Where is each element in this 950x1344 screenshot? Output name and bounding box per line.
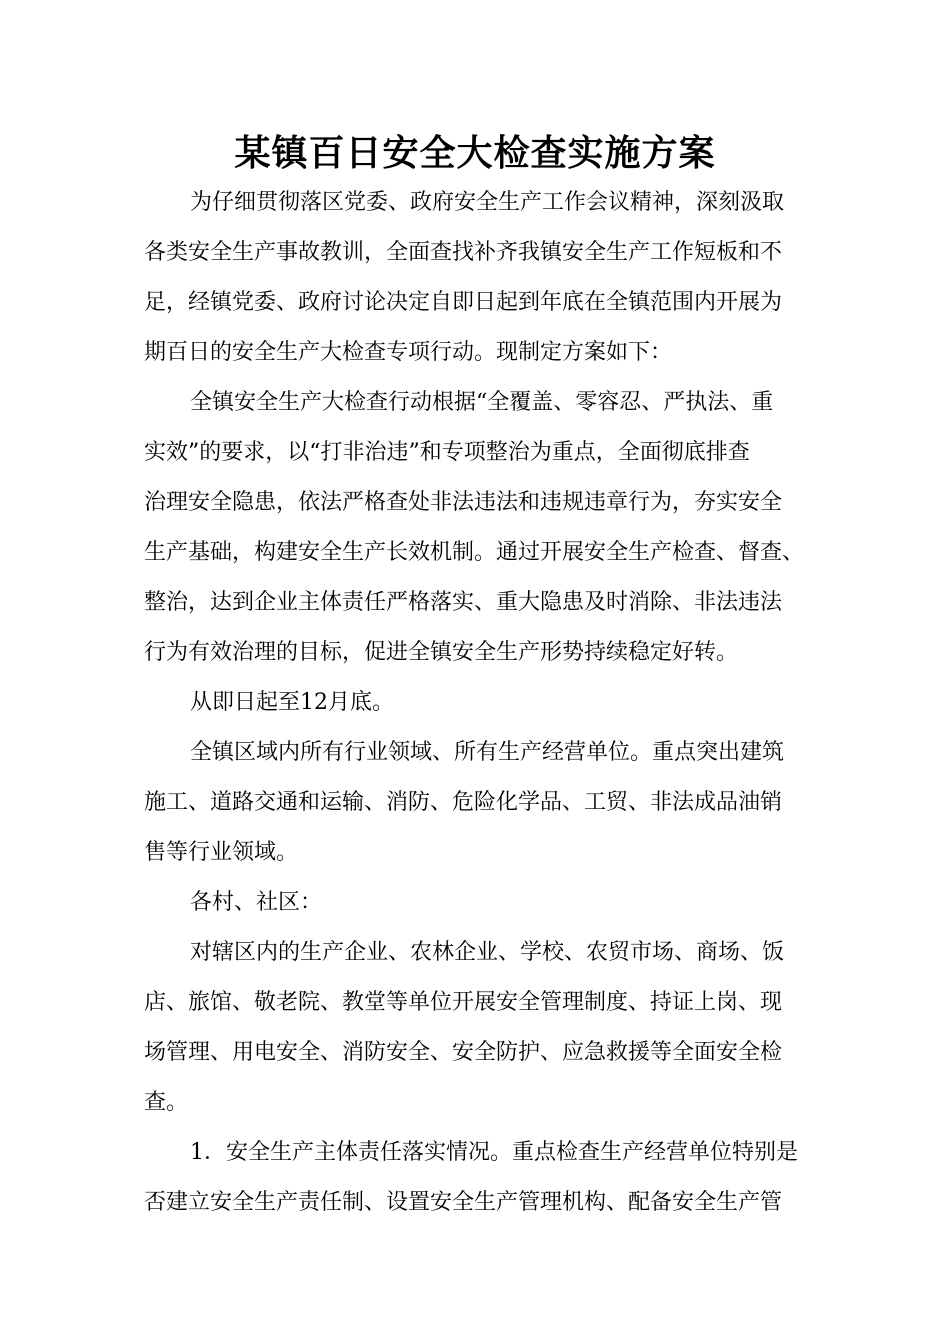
text-line: 对辖区内的生产企业、农林企业、学校、农贸市场、商场、饭 — [190, 940, 785, 965]
text-line: 否建立安全生产责任制、设置安全生产管理机构、配备安全生产管 — [144, 1190, 783, 1215]
text-line: 1．安全生产主体责任落实情况。重点检查生产经营单位特别是 — [190, 1140, 798, 1165]
text-line: 生产基础，构建安全生产长效机制。通过开展安全生产检查、督查、 — [144, 540, 805, 565]
text-line: 行为有效治理的目标，促进全镇安全生产形势持续稳定好转。 — [144, 640, 739, 665]
text-line: 足，经镇党委、政府讨论决定自即日起到年底在全镇范围内开展为 — [144, 290, 783, 315]
text-line: 全镇安全生产大检查行动根据“全覆盖、零容忍、严执法、重 — [190, 390, 774, 415]
text-line: 查。 — [144, 1090, 189, 1115]
document-title: 某镇百日安全大检查实施方案 — [234, 133, 716, 174]
text-line: 为仔细贯彻落区党委、政府安全生产工作会议精神，深刻汲取 — [190, 190, 785, 215]
text-line: 全镇区域内所有行业领域、所有生产经营单位。重点突出建筑 — [190, 740, 785, 765]
text-line: 治理安全隐患，依法严格查处非法违法和违规违章行为，夯实安全 — [144, 490, 783, 515]
text-line: 从即日起至12月底。 — [190, 690, 394, 715]
text-line: 各类安全生产事故教训，全面查找补齐我镇安全生产工作短板和不 — [144, 240, 783, 265]
document-body — [144, 178, 808, 1228]
text-line: 售等行业领域。 — [144, 840, 299, 865]
text-line: 整治，达到企业主体责任严格落实、重大隐患及时消除、非法违法 — [144, 590, 783, 615]
text-line: 店、旅馆、敬老院、教堂等单位开展安全管理制度、持证上岗、现 — [144, 990, 783, 1015]
text-line: 各村、社区： — [190, 890, 323, 915]
text-line: 实效”的要求，以“打非治违”和专项整治为重点，全面彻底排查 — [144, 440, 750, 465]
text-line: 施工、道路交通和运输、消防、危险化学品、工贸、非法成品油销 — [144, 790, 783, 815]
text-line: 期百日的安全生产大检查专项行动。现制定方案如下： — [144, 340, 673, 365]
text-line: 场管理、用电安全、消防安全、安全防护、应急救援等全面安全检 — [144, 1040, 783, 1065]
